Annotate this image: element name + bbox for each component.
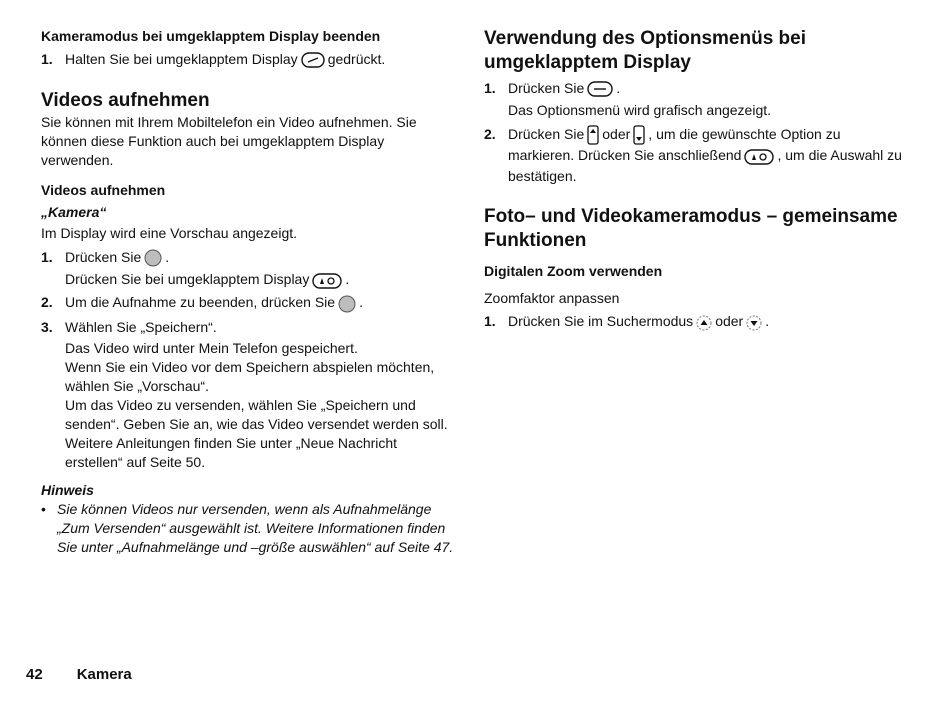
center-key-icon <box>338 295 356 313</box>
step-item: 2. Drücken Sie oder , um die gewünschte Option zu markieren. Drücken Sie anschließend , um die Auswahl zu bestätigen. <box>484 126 902 185</box>
step-number: 1. <box>484 80 496 96</box>
step-number: 2. <box>41 294 53 311</box>
step-detail: Drücken Sie bei umgeklapptem Display . <box>65 271 350 288</box>
subheading-record-video: Videos aufnehmen <box>41 182 166 198</box>
step-number: 1. <box>41 51 53 67</box>
note-item: • Sie können Videos nur versenden, wenn als Aufnahmelänge „Zum Versenden“ ausgewählt ist. Weitere Informationen finden Sie unter „Aufnahmelänge und –größe auswählen“ auf Seite 47. <box>41 500 454 555</box>
note-heading: Hinweis <box>41 481 94 498</box>
step-item: 3. Wählen Sie „Speichern“. <box>41 318 217 335</box>
step-number: 1. <box>41 249 53 265</box>
side-key-icon <box>301 52 325 68</box>
step-item: 2. Um die Aufnahme zu beenden, drücken Sie . <box>41 292 456 312</box>
section-heading-options-menu: Verwendung des Optionsmenüs bei umgeklapptem Display <box>484 28 806 73</box>
zoom-label: Zoomfaktor anpassen <box>484 290 620 307</box>
intro-paragraph: Sie können mit Ihrem Mobiltelefon ein Video aufnehmen. Sie können diese Funktion auch bei umgeklapptem Display verwenden. <box>41 114 417 168</box>
section-heading-common-functions: Foto– und Videokameramodus – gemeinsame Funktionen <box>484 206 898 252</box>
down-side-key-icon <box>633 125 645 145</box>
step-number: 1. <box>484 313 496 330</box>
step-item: 1. Drücken Sie . <box>41 247 456 267</box>
section-heading-record-video: Videos aufnehmen <box>41 90 210 111</box>
nav-up-icon <box>696 315 712 331</box>
section-heading-exit-camera: Kameramodus bei umgeklapptem Display beenden <box>41 28 381 44</box>
step-item: 1. Drücken Sie . <box>484 80 621 96</box>
up-side-key-icon <box>587 125 599 145</box>
step-detail: Das Video wird unter Mein Telefon gespeichert. Wenn Sie ein Video vor dem Speichern abspielen möchten, wählen Sie „Vorschau“. Um das Video zu versenden, wählen Sie „Speichern und senden“. Geben Sie an, wie das Video versendet werden soll. Weitere Anleitungen finden Sie unter „Neue Nachricht erstellen“ auf Seite 50. <box>65 339 448 470</box>
chapter-title: Kamera <box>76 666 132 683</box>
step-number: 3. <box>41 318 53 335</box>
menu-path: „Kamera“ <box>41 204 107 220</box>
soft-key-icon <box>587 81 613 97</box>
right-column <box>484 26 904 331</box>
step-item: 1. Halten Sie bei umgeklapptem Display gedrückt. <box>41 51 386 67</box>
camera-key-icon <box>744 149 774 165</box>
page-footer <box>26 666 166 683</box>
nav-down-icon <box>746 315 762 331</box>
left-column <box>41 26 456 557</box>
page-number: 42 <box>26 666 43 683</box>
step-item: 1. Drücken Sie im Suchermodus oder . <box>484 313 770 330</box>
preview-text: Im Display wird eine Vorschau angezeigt. <box>41 225 298 241</box>
center-key-icon <box>144 249 162 267</box>
camera-key-icon <box>312 273 342 289</box>
subheading-digital-zoom: Digitalen Zoom verwenden <box>484 263 663 280</box>
step-number: 2. <box>484 126 496 142</box>
step-detail: Das Optionsmenü wird grafisch angezeigt. <box>508 102 772 118</box>
